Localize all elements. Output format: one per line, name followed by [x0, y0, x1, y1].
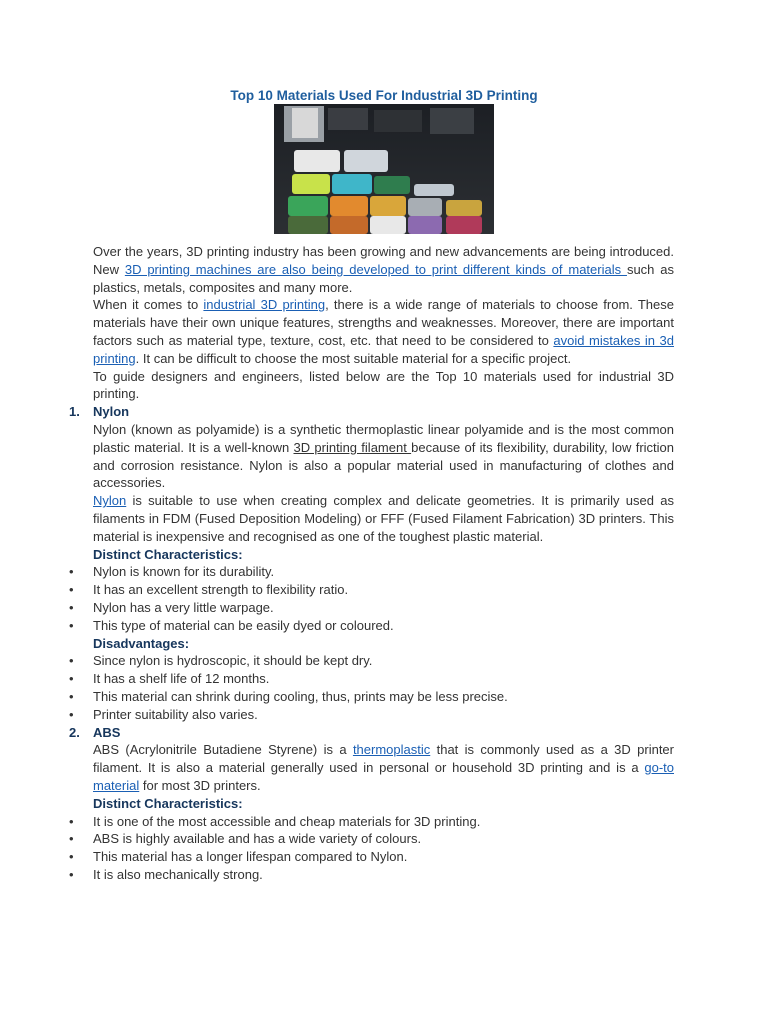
list-item: • This material can shrink during cooling, thus, prints may be less precise. — [93, 688, 674, 706]
filament-spools-photo — [274, 104, 494, 234]
nylon-characteristics-list — [93, 563, 674, 634]
document-title: Top 10 Materials Used For Industrial 3D Printing — [230, 88, 538, 103]
list-item: • Nylon is known for its durability. — [93, 563, 674, 581]
link-thermoplastic[interactable]: thermoplastic — [352, 742, 431, 758]
intro-text: . It can be difficult to choose the most suitable material for a specific project. — [135, 350, 572, 366]
list-item: • Since nylon is hydroscopic, it should be kept dry. — [93, 652, 674, 670]
intro-paragraph-1 — [93, 243, 674, 296]
section-heading-nylon — [69, 403, 674, 421]
list-item: • Printer suitability also varies. — [93, 706, 674, 724]
abs-text: ABS (Acrylonitrile Butadiene Styrene) is a — [93, 742, 353, 758]
list-item: • It has a shelf life of 12 months. — [93, 670, 674, 688]
intro-text: , there is a wide range of materials to choose from. These materials have their own unique features, strengths and weaknesses. Moreover, there are important factors such as material type, texture, cost, etc. that need to be considered to — [93, 297, 674, 348]
nylon-text: Nylon (known as polyamide) is a synthetic thermoplastic linear polyamide and is the most common plastic material. It is a well-known — [93, 421, 674, 455]
intro-text: Over the years, 3D printing industry has been growing and new advancements are being introduced. New — [93, 244, 674, 277]
intro-text: such as plastics, metals, composites and many more. — [93, 261, 674, 295]
link-nylon[interactable]: Nylon — [93, 493, 127, 509]
nylon-paragraph-1 — [93, 421, 674, 492]
section-number: 1. — [69, 404, 80, 420]
section-heading-abs — [69, 724, 674, 742]
section-title: Nylon — [93, 404, 130, 420]
list-item: • This material has a longer lifespan compared to Nylon. — [93, 848, 674, 866]
link-go-to-material[interactable]: go-to material — [93, 760, 674, 793]
list-item: • Nylon has a very little warpage. — [93, 599, 674, 617]
list-item: • ABS is highly available and has a wide variety of colours. — [93, 830, 674, 848]
list-item: • This type of material can be easily dyed or coloured. — [93, 617, 674, 635]
abs-text: that is commonly used as a 3D printer filament. It is also a material generally used in personal or household 3D printing and is a — [93, 742, 674, 776]
nylon-text: because of its flexibility, durability, low friction and corrosion resistance. Nylon is also a popular material used in manufacturing of clothes and accessories. — [93, 439, 674, 491]
intro-text: When it comes to — [93, 297, 204, 313]
list-item: • It is one of the most accessible and cheap materials for 3D printing. — [93, 813, 674, 831]
link-3d-printing-machines[interactable]: 3D printing machines are also being developed to print different kinds of materials — [124, 261, 627, 277]
nylon-paragraph-2 — [93, 492, 674, 545]
filament-spools-illustration — [274, 104, 494, 234]
link-3d-printing-filament[interactable]: 3D printing filament — [293, 439, 412, 455]
list-item: • It is also mechanically strong. — [93, 866, 674, 884]
abs-characteristics-heading: Distinct Characteristics: — [93, 795, 243, 811]
abs-paragraph-1 — [93, 741, 674, 794]
intro-paragraph-3: To guide designers and engineers, listed below are the Top 10 materials used for industrial 3D printing. — [93, 368, 674, 402]
nylon-disadvantages-list — [93, 652, 674, 723]
section-number: 2. — [69, 724, 80, 740]
abs-characteristics-list — [93, 813, 674, 884]
link-industrial-3d-printing[interactable]: industrial 3D printing — [203, 297, 326, 313]
list-item: • It has an excellent strength to flexibility ratio. — [93, 581, 674, 599]
nylon-text: is suitable to use when creating complex and delicate geometries. It is primarily used as filaments in FDM (Fused Deposition Modeling) or FFF (Fused Filament Fabrication) 3D printers. This material is inexpensive and recognised as one of the toughest plastic material. — [93, 493, 674, 544]
nylon-characteristics-heading: Distinct Characteristics: — [93, 546, 243, 562]
link-avoid-mistakes[interactable]: avoid mistakes in 3d printing — [93, 332, 674, 366]
intro-paragraph-2 — [93, 296, 674, 367]
document-body — [69, 243, 674, 884]
abs-text: for most 3D printers. — [139, 777, 261, 793]
nylon-disadvantages-heading: Disadvantages: — [93, 635, 190, 651]
section-title: ABS — [93, 724, 121, 740]
